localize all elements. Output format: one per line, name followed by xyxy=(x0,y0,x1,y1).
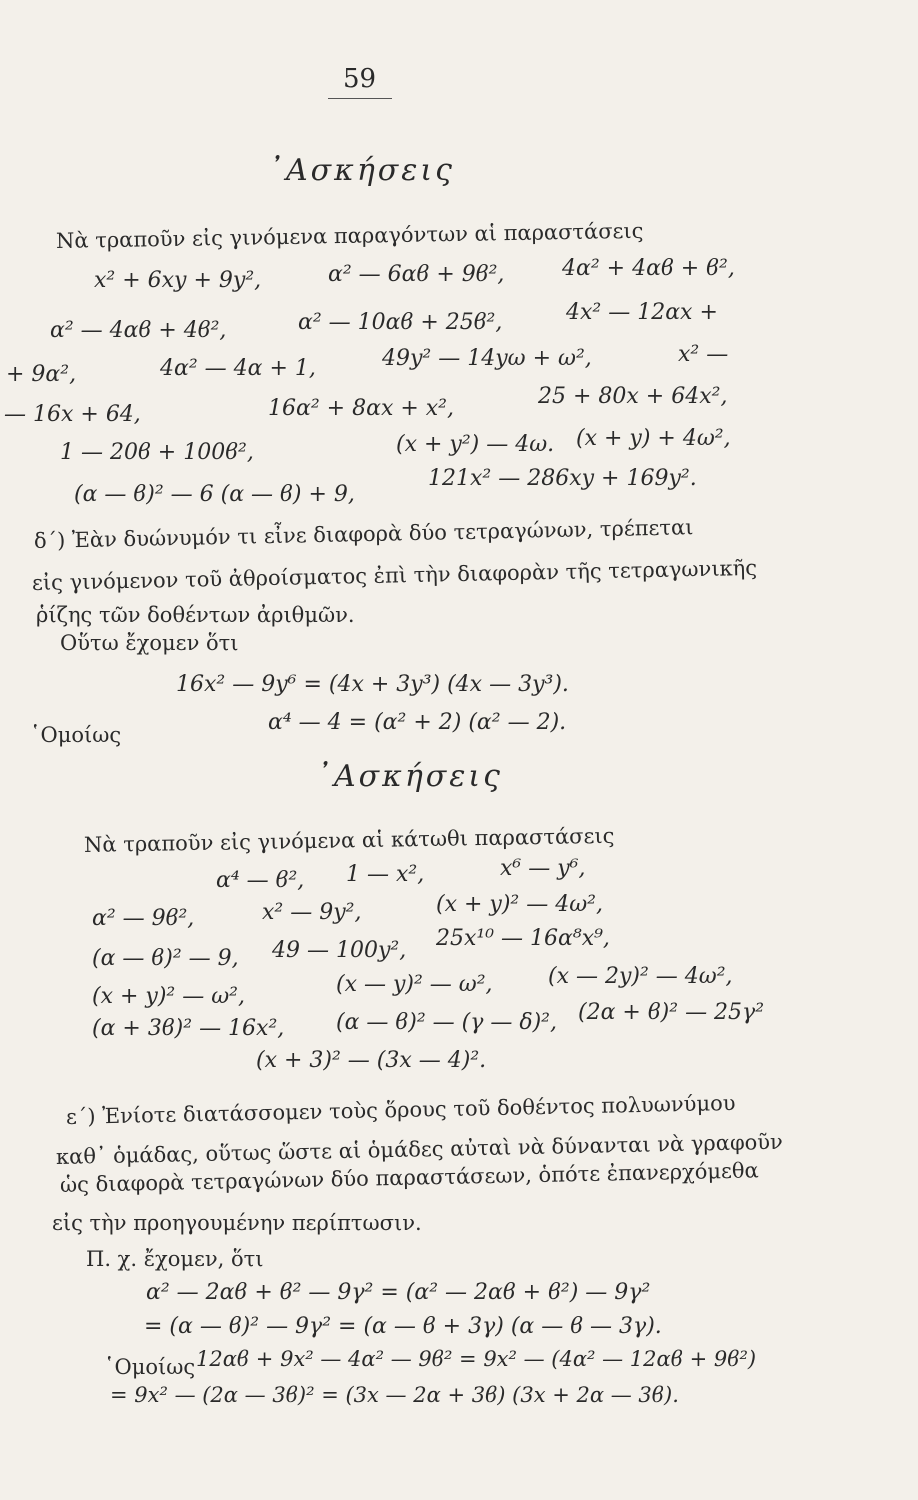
expression: (α — ϐ)² — 9, xyxy=(92,946,239,971)
expression: (α — ϐ)² — 6 (α — ϐ) + 9, xyxy=(74,482,355,507)
expression: (x + 3)² — (3x — 4)². xyxy=(256,1048,487,1073)
page-number-rule xyxy=(328,98,392,99)
expression: 49y² — 14yω + ω², xyxy=(382,346,592,371)
expression: 16α² + 8αx + x², xyxy=(268,396,454,421)
similarly-label: ῾Ομοίως xyxy=(104,1355,196,1379)
equation: α⁴ — 4 = (α² + 2) (α² — 2). xyxy=(268,710,567,735)
expression: 4x² — 12αx + xyxy=(566,300,718,325)
equation: = 9x² — (2α — 3ϐ)² = (3x — 2α + 3ϐ) (3x + 2α — 3ϐ). xyxy=(110,1383,679,1407)
expression: (x + y²) — 4ω. xyxy=(396,432,555,457)
expression: (x + y)² — 4ω², xyxy=(436,892,603,917)
paragraph-line: καθ᾿ ὁμάδας, οὕτως ὥστε αἱ ὁμάδες αὐταὶ νὰ δύνανται νὰ γραφοῦν xyxy=(55,1129,784,1169)
page-number: 59 xyxy=(343,64,377,94)
expression: α⁴ — ϐ², xyxy=(216,868,305,893)
expression: α² — 6αϐ + 9ϐ², xyxy=(328,262,505,287)
exercise-instructions: Νὰ τραποῦν εἰς γινόμενα παραγόντων αἱ παραστάσεις xyxy=(55,218,644,253)
paragraph-line: Π. χ. ἔχομεν, ὅτι xyxy=(86,1247,264,1271)
exercise-instructions: Νὰ τραποῦν εἰς γινόμενα αἱ κάτωθι παραστάσεις xyxy=(83,823,615,857)
expression: (2α + ϐ)² — 25γ² xyxy=(578,1000,765,1025)
expression: (α + 3ϐ)² — 16x², xyxy=(92,1016,285,1041)
expression: 4α² — 4α + 1, xyxy=(160,356,316,381)
paragraph-line: ὡς διαφορὰ τετραγώνων δύο παραστάσεων, ὁπότε ἐπανερχόμεθα xyxy=(59,1158,759,1197)
expression: — 16x + 64, xyxy=(4,402,141,427)
expression: 4α² + 4αϐ + ϐ², xyxy=(562,256,735,281)
expression: 121x² — 286xy + 169y². xyxy=(428,466,697,491)
expression: (x — y)² — ω², xyxy=(336,972,493,997)
expression: 1 — x², xyxy=(346,862,425,887)
paragraph-line: ῥίζης τῶν δοθέντων ἀριθμῶν. xyxy=(36,603,355,627)
expression: α² — 4αϐ + 4ϐ², xyxy=(50,318,227,343)
paragraph-line: εἰς τὴν προηγουμένην περίπτωσιν. xyxy=(52,1211,422,1235)
equation: = (α — ϐ)² — 9γ² = (α — ϐ + 3γ) (α — ϐ — 3γ). xyxy=(144,1314,662,1339)
expression: x² + 6xy + 9y², xyxy=(94,268,262,293)
expression: 1 — 20ϐ + 100ϐ², xyxy=(60,440,254,465)
expression: x² — 9y², xyxy=(262,900,362,925)
expression: α² — 10αϐ + 25ϐ², xyxy=(298,310,503,335)
expression: x⁶ — y⁶, xyxy=(500,856,586,881)
expression: (x + y)² — ω², xyxy=(92,984,245,1009)
expression: x² — xyxy=(678,342,729,367)
paragraph-line: εἰς γινόμενον τοῦ ἀθροίσματος ἐπὶ τὴν διαφορὰν τῆς τετραγωνικῆς xyxy=(31,555,758,595)
expression: + 9α², xyxy=(6,362,77,387)
expression: 49 — 100y², xyxy=(272,938,407,963)
exercises-heading: ᾿Ασκήσεις xyxy=(316,759,503,794)
equation: 16x² — 9y⁶ = (4x + 3y³) (4x — 3y³). xyxy=(176,672,569,697)
similarly-label: ῾Ομοίως xyxy=(30,723,122,747)
expression: α² — 9ϐ², xyxy=(92,906,195,931)
equation: α² — 2αϐ + ϐ² — 9γ² = (α² — 2αϐ + ϐ²) — 9γ² xyxy=(146,1280,651,1305)
paragraph-line: Οὕτω ἔχομεν ὅτι xyxy=(60,631,239,655)
expression: (α — ϐ)² — (γ — δ)², xyxy=(336,1010,557,1035)
exercises-heading: ᾿Ασκήσεις xyxy=(268,153,455,188)
expression: 25x¹⁰ — 16α⁸x⁹, xyxy=(436,926,610,951)
paragraph-line: δ΄) Ἐὰν δυώνυμόν τι εἶνε διαφορὰ δύο τετραγώνων, τρέπεται xyxy=(33,515,694,553)
equation: 12αϐ + 9x² — 4α² — 9ϐ² = 9x² — (4α² — 12αϐ + 9ϐ²) xyxy=(196,1347,757,1371)
paragraph-line: ε΄) Ἐνίοτε διατάσσομεν τοὺς ὅρους τοῦ δοθέντος πολυωνύμου xyxy=(65,1090,736,1129)
expression: 25 + 80x + 64x², xyxy=(538,384,728,409)
expression: (x + y) + 4ω², xyxy=(576,426,731,451)
expression: (x — 2y)² — 4ω², xyxy=(548,964,733,989)
